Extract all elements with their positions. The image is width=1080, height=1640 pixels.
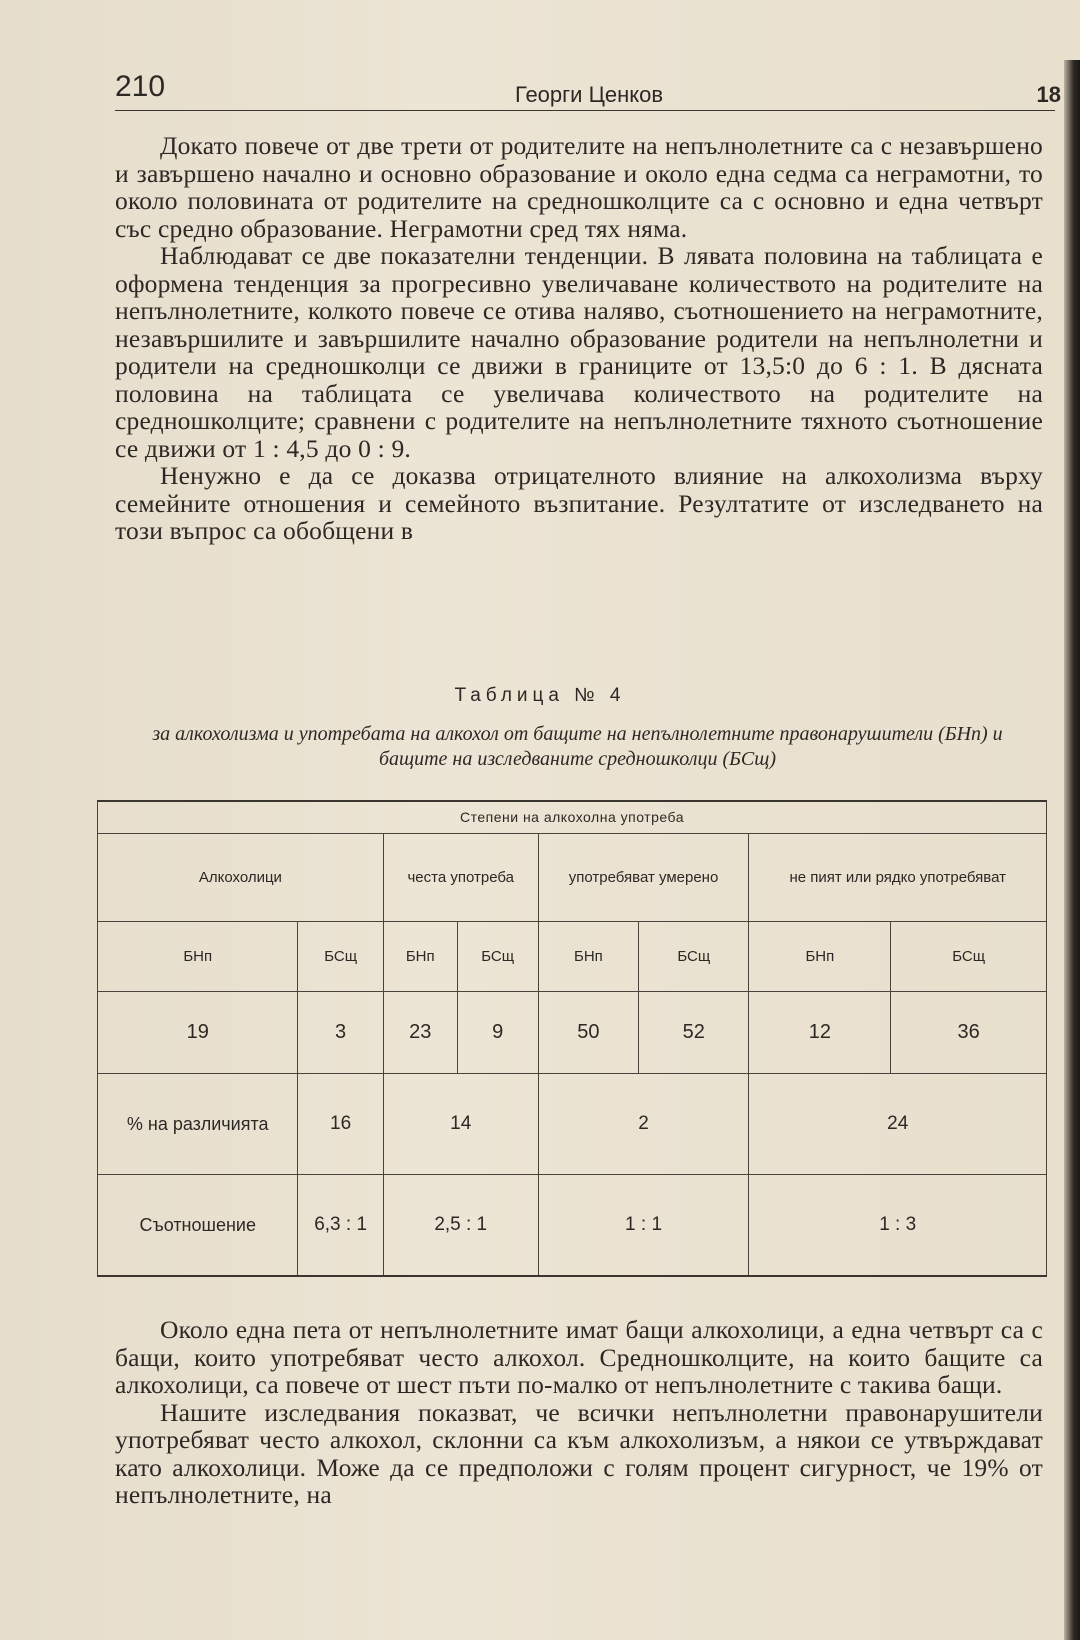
count-cell: 23 (383, 991, 457, 1073)
pct-cell: 24 (749, 1073, 1047, 1174)
next-page-edge-number: 18 (1036, 82, 1061, 107)
row-label-ratio: Съотношение (98, 1174, 298, 1276)
ratio-cell: 2,5 : 1 (383, 1174, 538, 1276)
col-header-rare-use: не пият или рядко употребяват (749, 833, 1047, 921)
table-caption: за алкохолизма и употребата на алкохол от бащите на непълнолетните правонарушители (БНп) и бащите на изследваните средношколци (БСщ) (152, 723, 1003, 770)
sub-header-bnp: БНп (538, 921, 638, 991)
ratio-cell: 6,3 : 1 (298, 1174, 383, 1276)
page-header (115, 70, 1061, 111)
sub-header-bnp: БНп (98, 921, 298, 991)
count-cell: 52 (639, 991, 749, 1073)
col-header-frequent-use: честа употреба (383, 833, 538, 921)
col-header-moderate-use: употребяват умерено (538, 833, 749, 921)
count-cell: 50 (538, 991, 638, 1073)
body-text-top (115, 132, 1043, 545)
sub-header-bnp: БНп (383, 921, 457, 991)
page-edge-shadow (1064, 60, 1080, 1640)
running-head-author: Георги Ценков (515, 82, 664, 107)
row-label-percent-difference: % на различията (98, 1073, 298, 1174)
sub-header-bssh: БСщ (639, 921, 749, 991)
paragraph: Ненужно е да се доказва отрицателното влияние на алкохолизма върху семейните отношения и семейното възпитание. Резултатите от изследването на този въпрос са обобщени в (115, 461, 1043, 545)
body-text-bottom (115, 1316, 1043, 1509)
paragraph: Около една пета от непълнолетните имат бащи алкохолици, а една четвърт са с бащи, които употребяват често алкохол. Средношколците, на които бащите са алкохолици, са повече от шест пъти по-малко от непълнолетните с такива бащи. (115, 1315, 1043, 1399)
col-header-alcoholics: Алкохолици (98, 833, 384, 921)
table-group-header: Степени на алкохолна употреба (98, 801, 1047, 833)
count-cell: 3 (298, 991, 383, 1073)
pct-cell: 14 (383, 1073, 538, 1174)
count-cell: 12 (749, 991, 891, 1073)
paragraph: Докато повече от две трети от родителите на непълнолетните са с незавършено и завършено начално и основно образование и около една седма са неграмотни, то около половината от родителите на средношколците са с основно и една четвърт със средно образование. Неграмотни сред тях няма. (115, 131, 1043, 243)
count-cell: 36 (891, 991, 1047, 1073)
ratio-cell: 1 : 3 (749, 1174, 1047, 1276)
alcohol-usage-table (97, 800, 1047, 1277)
pct-cell: 16 (298, 1073, 383, 1174)
paragraph: Наблюдават се две показателни тенденции. В лявата половина на таблицата е оформена тенденция за прогресивно увеличаване количеството на родителите на непълнолетните, колкото повече се отива наляво, съотношението на неграмотните, незавършилите и завършилите начално образование родители на непълнолетни и родители на средношколци се движи в границите от 13,5:0 до 6 : 1. В дясната половина на таблицата се увеличава количеството на родителите на средношколците; сравнени с родителите на непълнолетните тяхното съотношение се движи от 1 : 4,5 до 0 : 9. (115, 241, 1043, 463)
ratio-cell: 1 : 1 (538, 1174, 749, 1276)
paragraph: Нашите изследвания показват, че всички непълнолетни правонарушители употребяват често алкохол, склонни са към алкохолизъм, а някои се утвърждават като алкохолици. Може да се предположи с голям процент сигурност, че 19% от непълнолетните, на (115, 1397, 1043, 1509)
count-cell: 19 (98, 991, 298, 1073)
table-title: Таблица № 4 (454, 685, 626, 706)
sub-header-bnp: БНп (749, 921, 891, 991)
sub-header-bssh: БСщ (891, 921, 1047, 991)
pct-cell: 2 (538, 1073, 749, 1174)
page-number: 210 (115, 70, 166, 103)
count-cell: 9 (457, 991, 538, 1073)
sub-header-bssh: БСщ (457, 921, 538, 991)
sub-header-bssh: БСщ (298, 921, 383, 991)
